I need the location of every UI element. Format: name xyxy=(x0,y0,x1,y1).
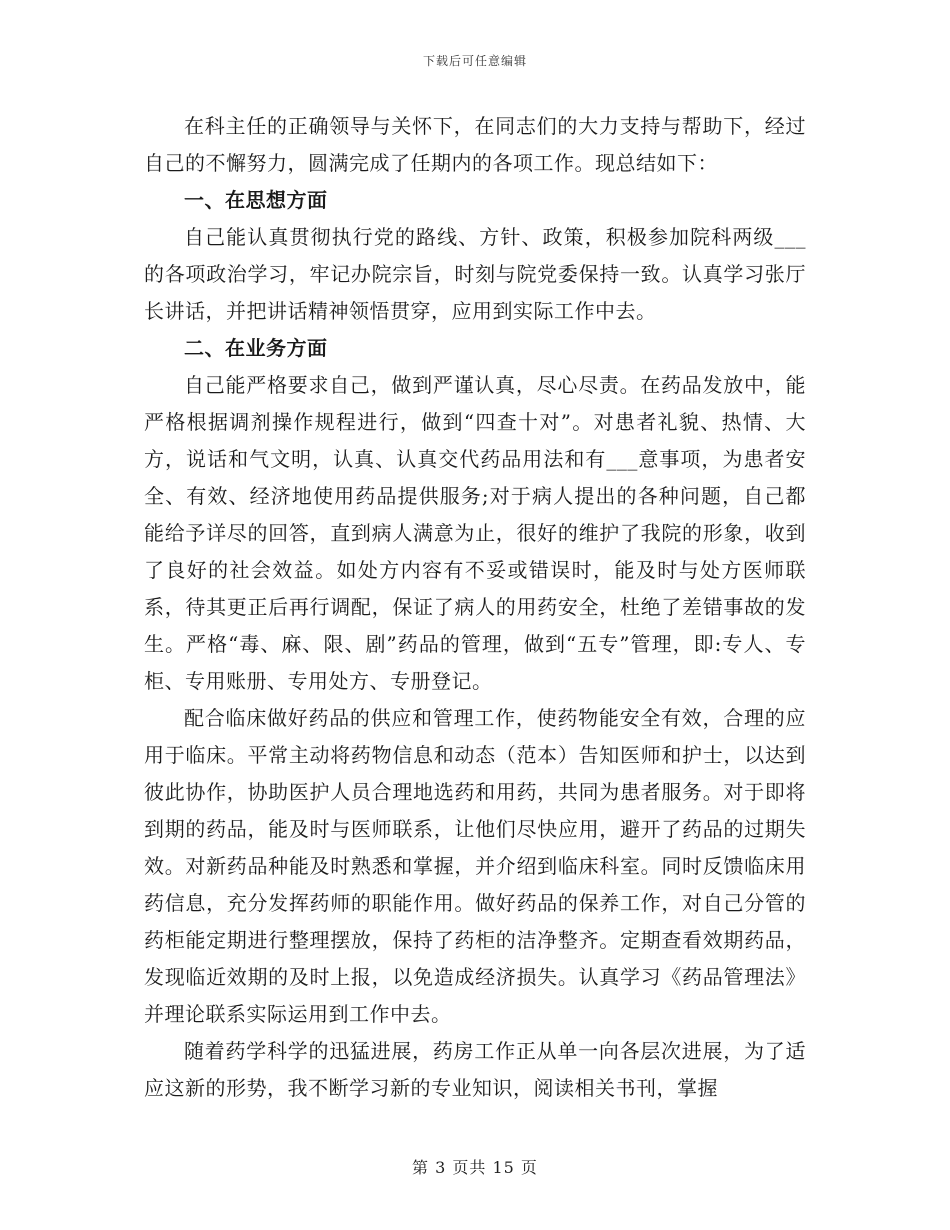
page-header: 下载后可任意编辑 xyxy=(422,54,527,68)
page-number: 第 3 页共 15 页 xyxy=(412,1158,538,1177)
paragraph-business-1: 自己能严格要求自己，做到严谨认真，尽心尽责。在药品发放中，能严格根据调剂操作规程进行，做到“四查十对”。对患者礼貌、热情、大方，说话和气文明，认真、认真交代药品用法和有___意事项，为患者安全、有效、经济地使用药品提供服务;对于病人提出的各种问题，自己都能给予详尽的回答，直到病人满意为止，很好的维护了我院的形象，收到了良好的社会效益。如处方内容有不妥或错误时，能及时与处方医师联系，待其更正后再行调配，保证了病人的用药安全，杜绝了差错事故的发生。严格“毒、麻、限、剧”药品的管理，做到“五专”管理，即:专人、专柜、专用账册、专用处方、专册登记。 xyxy=(144,373,806,693)
paragraph-intro: 在科主任的正确领导与关怀下，在同志们的大力支持与帮助下，经过自己的不懈努力，圆满完成了任期内的各项工作。现总结如下： xyxy=(144,114,806,175)
paragraph-business-3: 随着药学科学的迅猛进展，药房工作正从单一向各层次进展，为了适应这新的形势，我不断学习新的专业知识，阅读相关书刊，掌握 xyxy=(144,1039,806,1100)
section-heading-business: 二、在业务方面 xyxy=(184,336,328,360)
paragraph-thought: 自己能认真贯彻执行党的路线、方针、政策，积极参加院科两级___的各项政治学习，牢记办院宗旨，时刻与院党委保持一致。认真学习张厅长讲话，并把讲话精神领悟贯穿，应用到实际工作中去。 xyxy=(144,225,806,323)
section-heading-thought: 一、在思想方面 xyxy=(184,188,328,212)
paragraph-business-2: 配合临床做好药品的供应和管理工作，使药物能安全有效，合理的应用于临床。平常主动将药物信息和动态（范本）告知医师和护士，以达到彼此协作，协助医护人员合理地选药和用药，共同为患者服务。对于即将到期的药品，能及时与医师联系，让他们尽快应用，避开了药品的过期失效。对新药品种能及时熟悉和掌握，并介绍到临床科室。同时反馈临床用药信息，充分发挥药师的职能作用。做好药品的保养工作，对自己分管的药柜能定期进行整理摆放，保持了药柜的洁净整齐。定期查看效期药品，发现临近效期的及时上报，以免造成经济损失。认真学习《药品管理法》并理论联系实际运用到工作中去。 xyxy=(144,706,806,1026)
document-body xyxy=(144,108,806,1107)
